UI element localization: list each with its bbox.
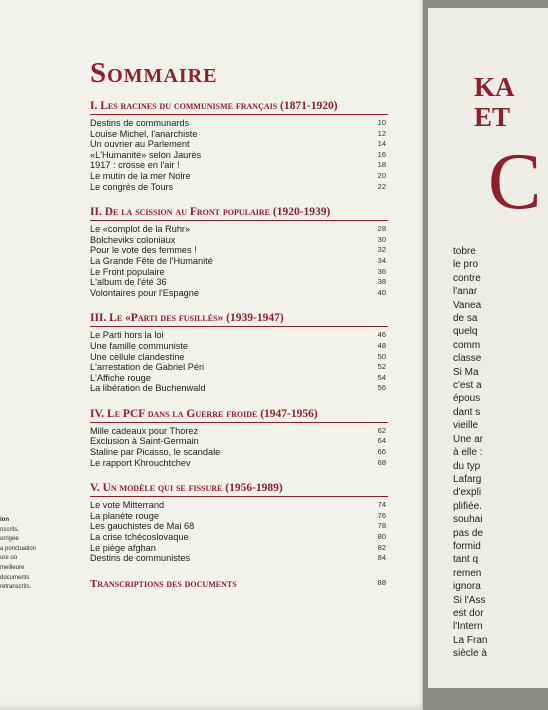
toc-entry: [90, 160, 388, 171]
section-heading: I. Les racines du communisme français (1871-1920): [90, 100, 388, 115]
right-text-line: ignora: [453, 581, 481, 593]
right-text-line: siècle à: [453, 648, 487, 660]
toc-entry: [90, 277, 388, 288]
toc-entry: [90, 171, 388, 182]
entry-label: La planète rouge: [90, 510, 159, 521]
right-text-line: tant q: [453, 554, 479, 566]
right-text-line: du typ: [453, 460, 481, 472]
entry-label: Le «complot de la Ruhr»: [90, 224, 191, 235]
toc-entry: [90, 383, 388, 394]
entry-page: 10: [377, 118, 386, 127]
section-heading: V. Un modèle qui se fissure (1956-1989): [90, 482, 388, 497]
toc-entry: [90, 341, 388, 352]
toc-entry: [90, 458, 388, 469]
entry-label: Le mutin de la mer Noire: [90, 170, 191, 181]
right-heading-line: ET: [474, 102, 511, 132]
entry-label: Le Parti hors la loi: [90, 330, 164, 341]
entry-page: 38: [377, 277, 386, 287]
right-text-line: pas de: [453, 527, 484, 539]
right-text-line: est dor: [453, 607, 484, 619]
entry-label: Exclusion à Saint-Germain: [90, 436, 199, 447]
page-title: Sommaire: [90, 57, 218, 89]
toc-entry: [90, 362, 388, 373]
toc-entry: [90, 288, 388, 299]
margin-note-line: ion: [0, 517, 9, 523]
entry-label: La Grande Fête de l'Humanité: [90, 255, 213, 266]
right-text-line: tobre: [453, 246, 476, 257]
entry-page: 66: [377, 447, 386, 457]
toc-section: [90, 100, 388, 192]
entry-label: «L'Humanité» selon Jaurès: [90, 149, 202, 160]
right-text-line: Si Ma: [453, 366, 479, 378]
margin-note-line: retranscrits.: [0, 584, 32, 591]
toc-entry: [90, 426, 388, 437]
toc-entry: [90, 267, 388, 278]
entry-page: 34: [377, 255, 386, 265]
right-page-heading: [474, 72, 515, 132]
toc-entry: [90, 256, 388, 267]
section-heading: IV. Le PCF dans la Guerre froide (1947-1956): [90, 408, 388, 423]
toc-entry: [90, 330, 388, 341]
toc-sections: [90, 100, 388, 564]
entry-page: 22: [377, 181, 386, 191]
entry-label: L'Affiche rouge: [90, 372, 151, 383]
entry-label: Louise Michel, l'anarchiste: [90, 128, 198, 139]
toc-section: [90, 408, 388, 468]
entry-page: 18: [377, 160, 386, 170]
entry-page: 14: [377, 139, 386, 149]
toc-entry: [90, 553, 388, 564]
transcriptions-label: Transcriptions des documents: [90, 577, 237, 590]
toc-entry: [90, 532, 388, 543]
entry-page: 78: [377, 521, 386, 531]
right-text-line: quelq: [453, 326, 478, 338]
entry-label: Destins de communards: [90, 118, 190, 128]
toc-entry: [90, 224, 388, 235]
entry-label: 1917 : crosse en l'air !: [90, 160, 180, 171]
toc-entry: [90, 352, 388, 363]
margin-note-line: meilleure: [0, 564, 25, 571]
toc-transcriptions: [90, 578, 388, 590]
entry-label: Une famille communiste: [90, 340, 189, 351]
margin-note-line: ure où: [0, 555, 18, 562]
right-text-line: le pro: [453, 259, 479, 271]
margin-note-line: a ponctuation: [0, 545, 37, 552]
entry-page: 50: [377, 351, 386, 361]
entry-page: 54: [377, 372, 386, 382]
entry-page: 74: [377, 500, 386, 510]
entry-label: Le congrès de Tours: [90, 181, 174, 192]
margin-note-line: documents: [0, 574, 30, 581]
margin-note: [0, 516, 44, 593]
entry-page: 76: [377, 510, 386, 520]
right-text-line: l'anar: [453, 286, 478, 298]
entry-label: Staline par Picasso, le scandale: [90, 447, 221, 458]
entry-page: 30: [377, 234, 386, 244]
entry-label: Pour le vote des femmes !: [90, 245, 197, 256]
right-heading-line: KA: [474, 72, 515, 102]
toc-entry: [90, 500, 388, 511]
entry-label: Le Front populaire: [90, 266, 165, 277]
toc-entry: [90, 150, 388, 161]
right-text-line: Lafarg: [453, 473, 482, 485]
entry-page: 36: [377, 266, 386, 276]
right-text-line: remen: [453, 567, 482, 579]
toc-entry: [90, 235, 388, 246]
right-text-line: dant s: [453, 406, 481, 418]
right-text-line: La Fran: [453, 634, 488, 646]
entry-page: 62: [377, 425, 386, 435]
entry-page: 84: [377, 553, 386, 563]
entry-page: 40: [377, 287, 386, 297]
margin-note-line: orrigée: [0, 536, 19, 543]
toc-entry: [90, 182, 388, 193]
entry-label: Bolcheviks coloniaux: [90, 234, 176, 245]
right-text-line: l'Intern: [453, 621, 483, 633]
section-heading: II. De la scission au Front populaire (1920-1939): [90, 206, 388, 221]
toc-entry: [90, 521, 388, 532]
entry-page: 16: [377, 149, 386, 159]
entry-label: Mille cadeaux pour Thorez: [90, 425, 199, 436]
right-text-line: plifiée.: [453, 500, 482, 512]
right-text-line: classe: [453, 353, 482, 365]
entry-page: 68: [377, 457, 386, 467]
entry-label: Une cellule clandestine: [90, 351, 185, 362]
toc-entry: [90, 373, 388, 384]
section-heading: III. Le «Parti des fusillés» (1939-1947): [90, 312, 388, 327]
transcriptions-page: 88: [377, 577, 386, 587]
right-text-line: épous: [453, 393, 481, 405]
toc-entry: [90, 543, 388, 554]
entry-page: 12: [377, 128, 386, 138]
entry-label: Destins de communistes: [90, 553, 191, 564]
toc-section: [90, 206, 388, 298]
toc-section: [90, 482, 388, 564]
toc-entry: [90, 511, 388, 522]
table-of-contents: [90, 58, 388, 590]
right-text-line: Si l'Ass: [453, 594, 486, 606]
toc-entry: [90, 139, 388, 150]
right-text-line: d'expli: [453, 487, 482, 499]
entry-label: La libération de Buchenwald: [90, 383, 206, 394]
entry-label: Un ouvrier au Parlement: [90, 139, 190, 150]
entry-page: 64: [377, 436, 386, 446]
entry-label: Volontaires pour l'Espagne: [90, 287, 200, 298]
entry-page: 56: [377, 383, 386, 393]
right-text-line: c'est a: [453, 380, 482, 392]
entry-label: L'arrestation de Gabriel Péri: [90, 362, 205, 373]
entry-label: Le vote Mitterrand: [90, 500, 165, 511]
entry-label: L'album de l'été 36: [90, 277, 167, 288]
entry-page: 46: [377, 330, 386, 340]
entry-page: 32: [377, 245, 386, 255]
entry-label: Les gauchistes de Mai 68: [90, 521, 195, 532]
entry-label: Le piège afghan: [90, 542, 156, 553]
toc-section: [90, 312, 388, 394]
right-text-line: de sa: [453, 313, 478, 325]
right-page-drop-cap: C: [488, 138, 542, 226]
toc-entry: [90, 447, 388, 458]
right-text-line: Une ar: [453, 433, 484, 445]
entry-page: 20: [377, 170, 386, 180]
entry-label: Le rapport Khrouchtchev: [90, 457, 191, 468]
right-text-line: Vanea: [453, 299, 482, 311]
toc-entry: [90, 118, 388, 129]
entry-page: 80: [377, 532, 386, 542]
right-text-line: à elle :: [453, 447, 483, 459]
right-text-line: contre: [453, 272, 481, 284]
entry-page: 28: [377, 224, 386, 234]
toc-entry: [90, 245, 388, 256]
margin-note-line: nscrits,: [0, 526, 20, 533]
toc-entry: [90, 129, 388, 140]
right-text-line: formid: [453, 540, 481, 552]
right-page-text: [453, 245, 509, 661]
entry-label: La crise tchécoslovaque: [90, 532, 189, 543]
right-text-line: souhai: [453, 514, 483, 526]
entry-page: 48: [377, 340, 386, 350]
right-text-line: comm: [453, 339, 481, 351]
entry-page: 52: [377, 362, 386, 372]
entry-page: 82: [377, 542, 386, 552]
right-text-line: vieille: [453, 420, 479, 432]
toc-entry: [90, 436, 388, 447]
